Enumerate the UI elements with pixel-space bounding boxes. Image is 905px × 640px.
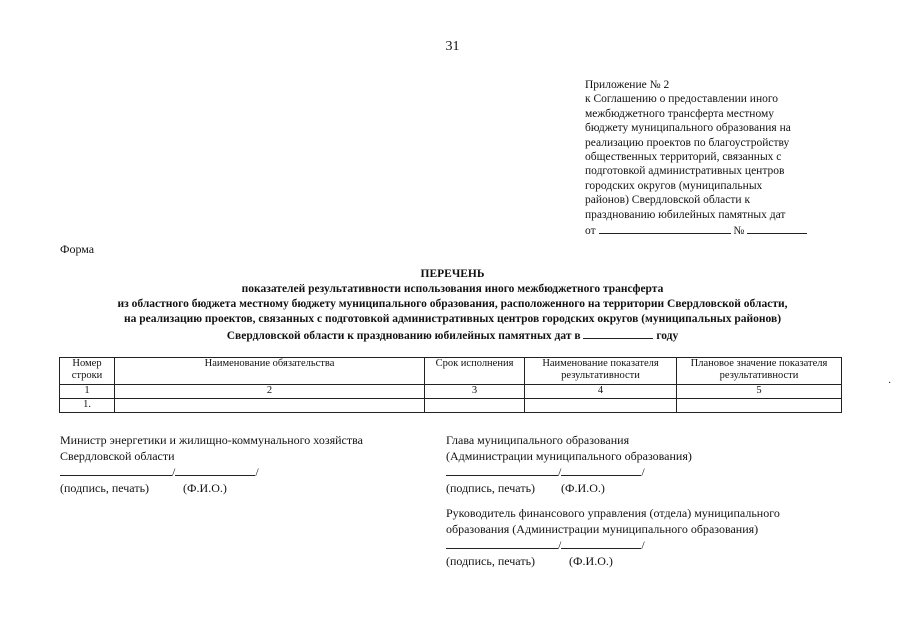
- date-blank: [599, 222, 731, 234]
- indicators-table: [59, 357, 842, 413]
- signature-captions: [446, 554, 780, 570]
- signatory-title: образования (Администрации муниципального образования): [446, 521, 759, 536]
- document-heading: [40, 267, 865, 344]
- heading-last-line-start: Свердловской области к празднованию юбилейных памятных дат в: [226, 330, 581, 342]
- heading-line: из областного бюджета местному бюджету муниципального образования, расположенного на территории Свердловской области,: [117, 298, 788, 310]
- table-cell: [115, 399, 425, 413]
- appendix-date-line: [585, 222, 845, 238]
- appendix-line: межбюджетного трансферта местному: [585, 107, 774, 120]
- appendix-line: районов) Свердловской области к: [585, 194, 751, 207]
- finance-signature-block: [446, 506, 780, 569]
- table-cell: [677, 399, 842, 413]
- column-number-cell: 5: [677, 385, 842, 399]
- column-number-row: [60, 385, 842, 399]
- name-caption: (Ф.И.О.): [183, 480, 227, 495]
- table-header-row: [60, 358, 842, 385]
- signature-line: / /: [60, 464, 363, 481]
- signature-caption: (подпись, печать): [446, 480, 536, 495]
- header-cell: Наименование показателя результативности: [525, 358, 677, 385]
- table-cell: [525, 399, 677, 413]
- table-cell: [425, 399, 525, 413]
- signature-line: / /: [446, 537, 780, 554]
- name-caption: (Ф.И.О.): [569, 553, 613, 568]
- appendix-line: Приложение № 2: [585, 79, 670, 91]
- from-label: от: [585, 225, 596, 238]
- column-number-cell: 3: [425, 385, 525, 399]
- name-caption: (Ф.И.О.): [561, 480, 605, 495]
- name-blank: [561, 537, 641, 549]
- signature-line: / /: [446, 464, 692, 481]
- table-row: [60, 399, 842, 413]
- signature-blank: [446, 464, 558, 476]
- heading-last-line: [40, 327, 865, 344]
- header-cell: Плановое значение показателя результативности: [677, 358, 842, 385]
- margin-mark: ·: [888, 378, 892, 389]
- column-number-cell: 1: [60, 385, 115, 399]
- appendix-line: празднованию юбилейных памятных дат: [585, 208, 786, 221]
- signatory-title: Свердловской области: [60, 448, 175, 463]
- minister-signature-block: [60, 433, 363, 496]
- appendix-line: к Соглашению о предоставлении иного: [585, 93, 779, 106]
- number-blank: [747, 222, 807, 234]
- signature-captions: [446, 481, 692, 497]
- signatory-title: Руководитель финансового управления (отдела) муниципального: [446, 506, 780, 520]
- signatory-title: (Администрации муниципального образования): [446, 448, 692, 463]
- signatory-title: Глава муниципального образования: [446, 433, 630, 447]
- signature-caption: (подпись, печать): [60, 480, 150, 495]
- number-label: №: [733, 225, 745, 238]
- signature-blank: [446, 537, 558, 549]
- appendix-block: [585, 78, 845, 238]
- name-blank: [561, 464, 641, 476]
- signature-captions: [60, 481, 363, 497]
- appendix-line: общественных территорий, связанных с: [585, 151, 782, 164]
- heading-line: показателей результативности использования иного межбюджетного трансферта: [241, 283, 664, 295]
- heading-last-line-end: году: [656, 330, 679, 342]
- header-cell: Номер строки: [60, 358, 115, 385]
- appendix-line: подготовкой административных центров: [585, 165, 785, 178]
- head-signature-block: [446, 433, 692, 496]
- signature-caption: (подпись, печать): [446, 553, 536, 568]
- header-cell: Срок исполнения: [425, 358, 525, 385]
- heading-line: на реализацию проектов, связанных с подготовкой административных центров городских округов (муниципальных районов): [123, 313, 782, 325]
- appendix-line: городских округов (муниципальных: [585, 179, 763, 192]
- heading-title: ПЕРЕЧЕНЬ: [420, 268, 485, 280]
- column-number-cell: 2: [115, 385, 425, 399]
- form-label: Форма: [60, 242, 95, 256]
- header-cell: Наименование обязательства: [115, 358, 425, 385]
- signature-blank: [60, 464, 172, 476]
- name-blank: [175, 464, 255, 476]
- year-blank: [583, 327, 653, 339]
- appendix-line: бюджету муниципального образования на: [585, 122, 791, 135]
- page-number: 31: [445, 39, 460, 54]
- table-cell: 1.: [60, 399, 115, 413]
- appendix-line: реализацию проектов по благоустройству: [585, 136, 790, 149]
- signatory-title: Министр энергетики и жилищно-коммунального хозяйства: [60, 433, 363, 447]
- column-number-cell: 4: [525, 385, 677, 399]
